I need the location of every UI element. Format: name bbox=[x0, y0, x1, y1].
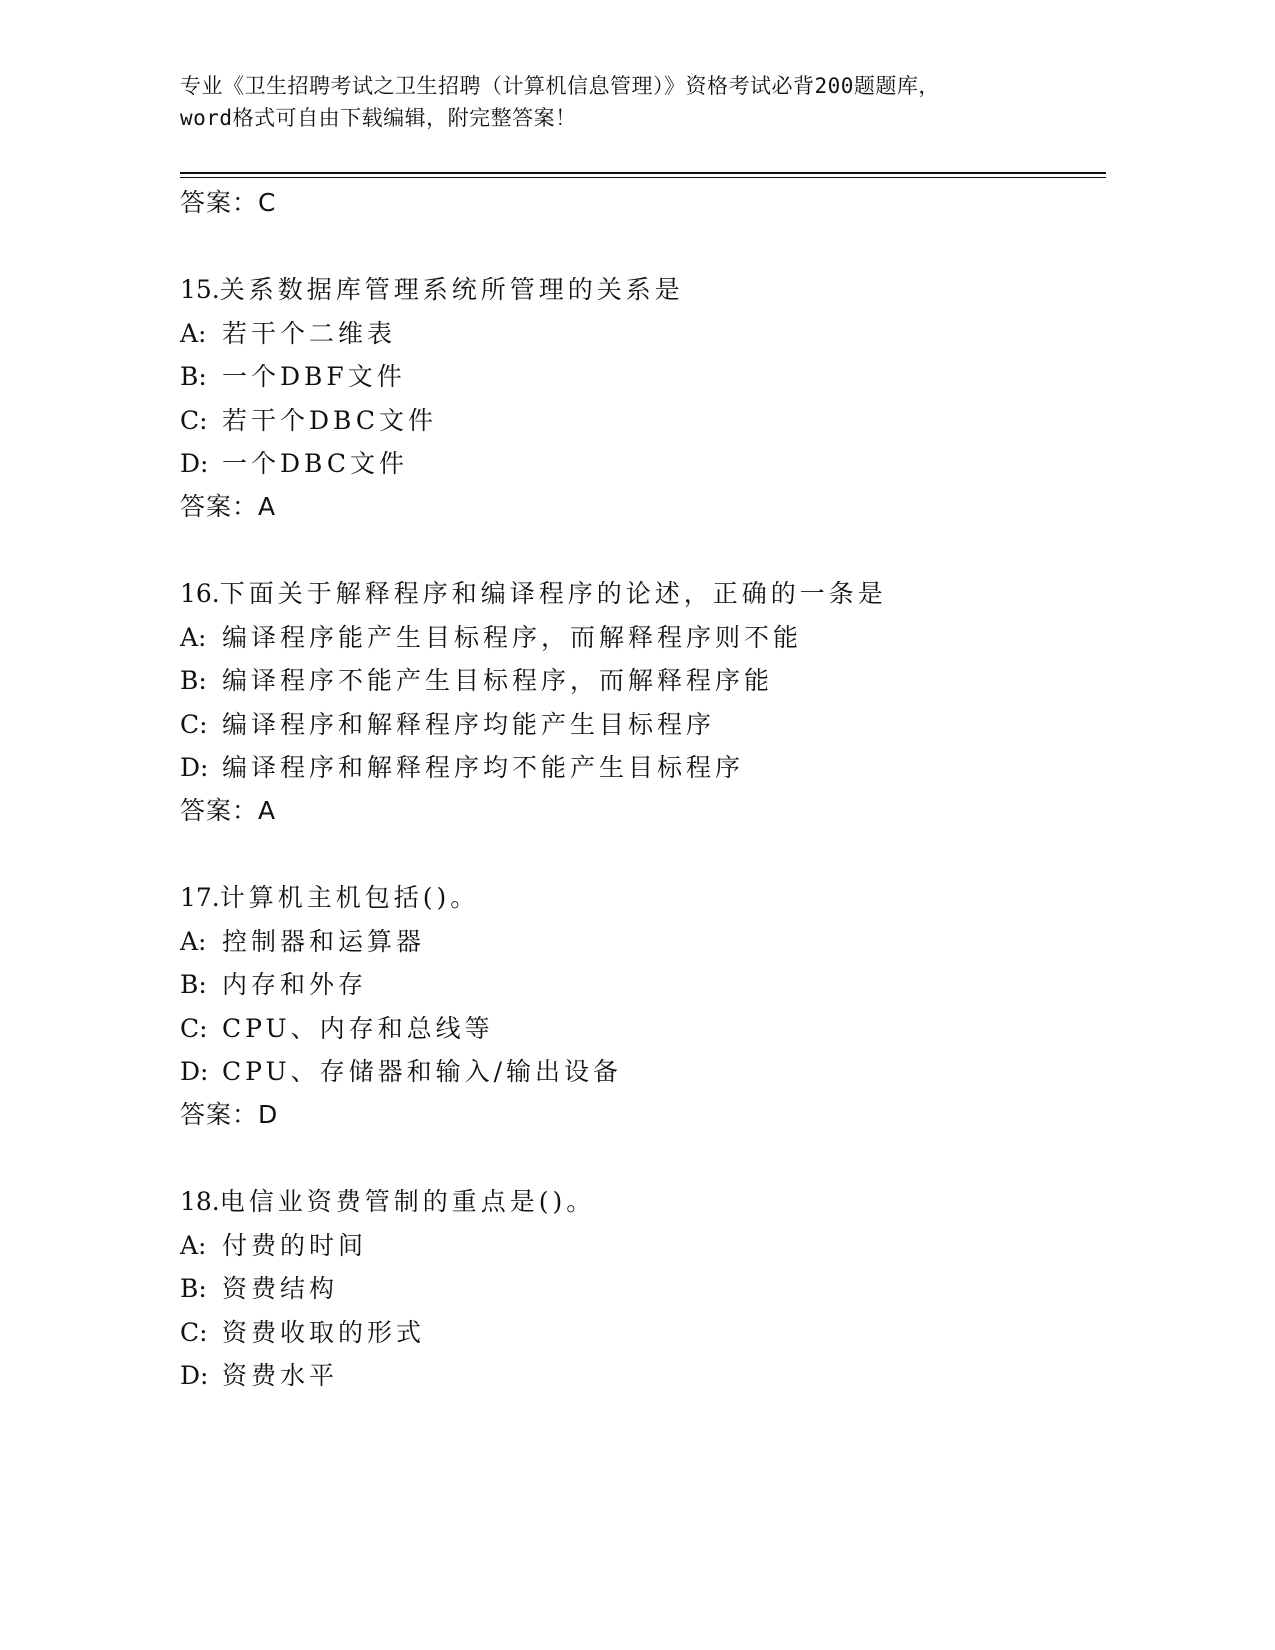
option-text: 编译程序不能产生目标程序，而解释程序能 bbox=[222, 666, 774, 696]
answer-line: 答案：A bbox=[180, 795, 277, 825]
option-text: 编译程序和解释程序均不能产生目标程序 bbox=[222, 753, 745, 783]
option-text: 一个DBF文件 bbox=[222, 362, 406, 392]
option-letter: D: bbox=[180, 449, 209, 479]
document-body bbox=[180, 182, 1110, 1398]
option-text: CPU、内存和总线等 bbox=[222, 1013, 494, 1043]
question-block bbox=[180, 1180, 1110, 1398]
question-number: 17. bbox=[180, 882, 220, 912]
option-text: 控制器和运算器 bbox=[222, 926, 426, 956]
question-title bbox=[180, 1180, 1110, 1224]
question-number: 15. bbox=[180, 275, 220, 304]
header-line-2: word格式可自由下载编辑，附完整答案！ bbox=[180, 106, 577, 130]
question-list bbox=[180, 268, 1110, 1398]
option-letter: B: bbox=[180, 362, 207, 392]
option-row bbox=[180, 1354, 1110, 1398]
question-text: 电信业资费管制的重点是()。 bbox=[219, 1186, 596, 1216]
option-letter: A: bbox=[180, 622, 207, 652]
option-row bbox=[180, 963, 1110, 1007]
option-letter: C: bbox=[180, 1317, 208, 1347]
option-text: 资费结构 bbox=[222, 1274, 339, 1304]
question-text: 关系数据库管理系统所管理的关系是 bbox=[219, 275, 684, 304]
previous-answer: 答案：C bbox=[180, 188, 277, 217]
header-rule-thick bbox=[180, 172, 1106, 174]
option-row bbox=[180, 1267, 1110, 1311]
question-block bbox=[180, 876, 1110, 1136]
option-letter: C: bbox=[180, 405, 208, 435]
question-number: 18. bbox=[180, 1186, 220, 1216]
option-letter: A: bbox=[180, 926, 207, 956]
document-header bbox=[180, 70, 1110, 134]
option-letter: D: bbox=[180, 1361, 209, 1391]
option-row bbox=[180, 399, 1110, 443]
option-letter: B: bbox=[180, 666, 207, 696]
option-letter: B: bbox=[180, 1274, 207, 1304]
option-row bbox=[180, 659, 1110, 703]
question-number: 16. bbox=[180, 578, 220, 608]
option-row bbox=[180, 355, 1110, 399]
header-rule-thin bbox=[180, 177, 1106, 178]
question-text: 计算机主机包括()。 bbox=[219, 882, 480, 912]
option-letter: D: bbox=[180, 1057, 209, 1087]
option-text: 资费收取的形式 bbox=[222, 1317, 426, 1347]
option-letter: A: bbox=[180, 1230, 207, 1260]
option-text: 付费的时间 bbox=[222, 1230, 368, 1260]
option-row bbox=[180, 920, 1110, 964]
option-letter: D: bbox=[180, 753, 209, 783]
option-text: 资费水平 bbox=[222, 1361, 339, 1391]
option-text: 内存和外存 bbox=[222, 970, 368, 1000]
option-row bbox=[180, 746, 1110, 790]
option-row bbox=[180, 703, 1110, 747]
header-line-1: 专业《卫生招聘考试之卫生招聘（计算机信息管理）》资格考试必背200题题库， bbox=[180, 74, 940, 98]
option-row bbox=[180, 616, 1110, 660]
option-row bbox=[180, 442, 1110, 486]
option-row bbox=[180, 1007, 1110, 1051]
option-text: 若干个二维表 bbox=[222, 318, 397, 348]
question-title bbox=[180, 268, 1110, 312]
question-title bbox=[180, 572, 1110, 616]
question-block bbox=[180, 572, 1110, 832]
question-text: 下面关于解释程序和编译程序的论述，正确的一条是 bbox=[219, 578, 887, 608]
question-title bbox=[180, 876, 1110, 920]
option-row bbox=[180, 1311, 1110, 1355]
option-text: CPU、存储器和输入/输出设备 bbox=[222, 1057, 623, 1087]
option-text: 编译程序和解释程序均能产生目标程序 bbox=[222, 709, 716, 739]
option-row bbox=[180, 1050, 1110, 1094]
option-row bbox=[180, 1224, 1110, 1268]
option-text: 若干个DBC文件 bbox=[222, 405, 438, 435]
answer-line: 答案：A bbox=[180, 491, 277, 521]
option-row bbox=[180, 312, 1110, 356]
option-letter: C: bbox=[180, 709, 208, 739]
question-block bbox=[180, 268, 1110, 528]
option-text: 一个DBC文件 bbox=[222, 449, 409, 479]
option-letter: B: bbox=[180, 970, 207, 1000]
answer-line: 答案：D bbox=[180, 1099, 279, 1129]
option-letter: C: bbox=[180, 1013, 208, 1043]
option-text: 编译程序能产生目标程序，而解释程序则不能 bbox=[222, 622, 803, 652]
option-letter: A: bbox=[180, 318, 207, 348]
